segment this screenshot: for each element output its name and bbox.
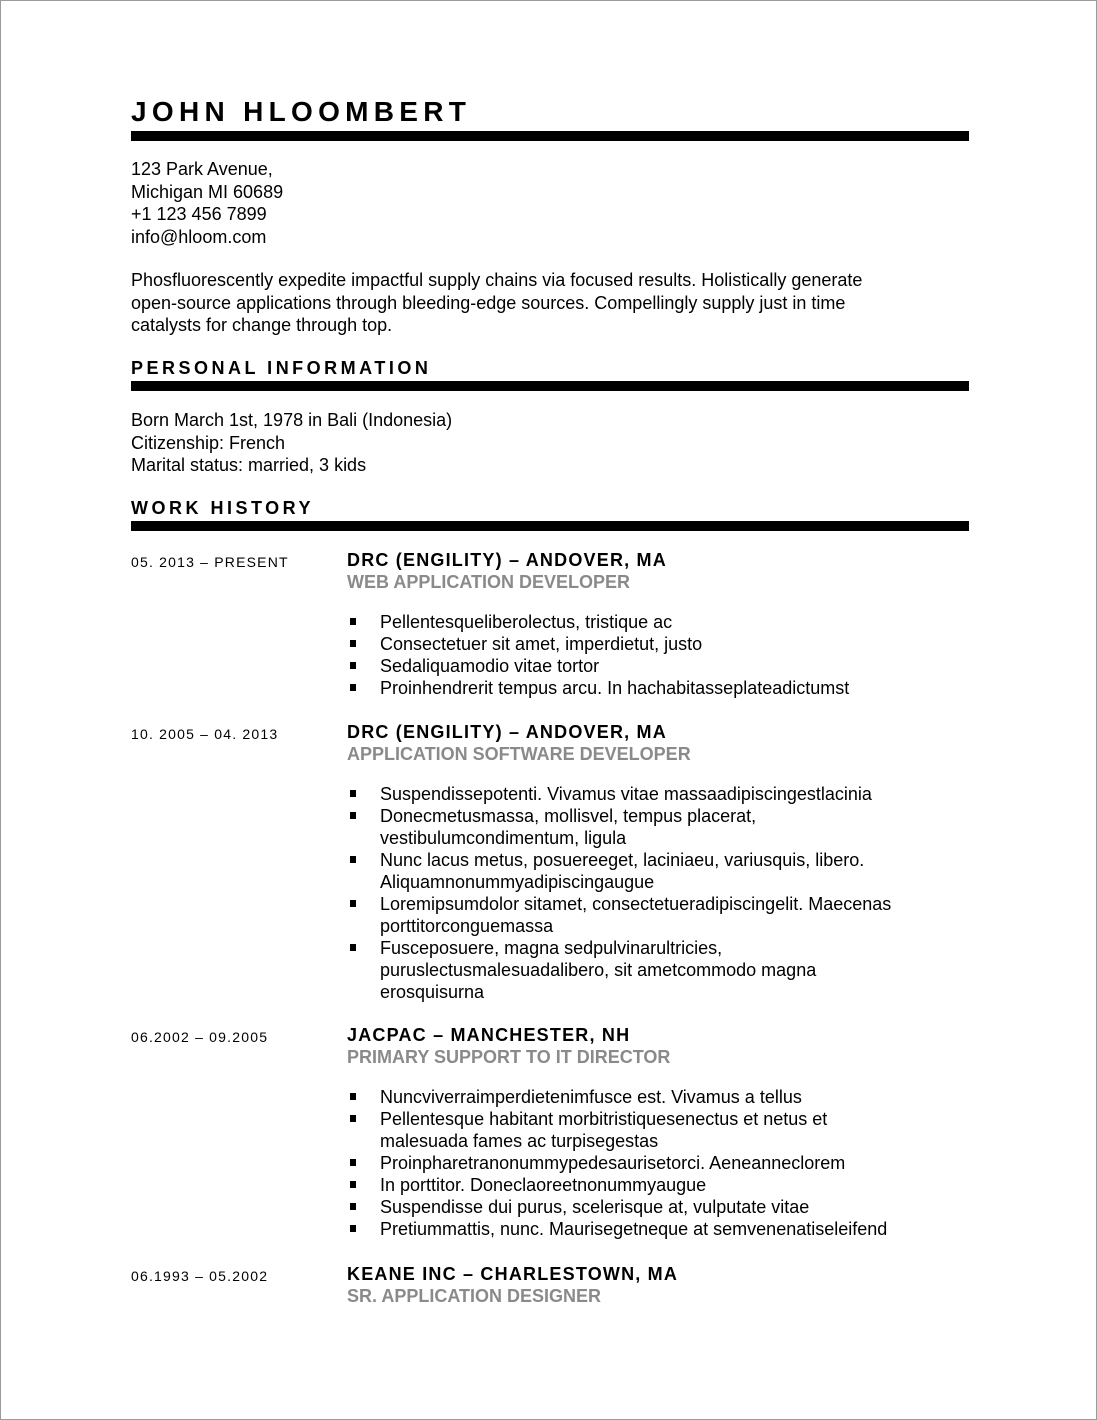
job-title: PRIMARY SUPPORT TO IT DIRECTOR — [347, 1047, 671, 1067]
job-bullet-text: Pretiummattis, nunc. Maurisegetneque at semvenenatiseleifend — [380, 1219, 888, 1239]
job-bullet-text: porttitorconguemassa — [380, 916, 554, 936]
bullet-square-icon — [350, 640, 356, 647]
job-date: 06.1993 – 05.2002 — [131, 1268, 269, 1284]
bullet-square-icon — [350, 1093, 356, 1100]
job-bullet — [347, 783, 957, 805]
job-title: SR. APPLICATION DESIGNER — [347, 1286, 602, 1306]
job-bullet — [347, 633, 957, 655]
job-bullet-text: Suspendissepotenti. Vivamus vitae massaadipiscingestlacinia — [380, 784, 872, 804]
personal-information-heading: PERSONAL INFORMATION — [131, 358, 432, 378]
job-company: DRC (ENGILITY) – ANDOVER, MA — [347, 722, 667, 742]
job-bullet-text: Pellentesque habitant morbitristiquesenectus et netus et — [380, 1109, 828, 1129]
job-company: KEANE INC – CHARLESTOWN, MA — [347, 1264, 679, 1284]
summary-line: Phosfluorescently expedite impactful supply chains via focused results. Holistically generate — [131, 270, 863, 290]
summary-line: open-source applications through bleeding-edge sources. Compellingly supply just in time — [131, 292, 846, 313]
job-bullet — [347, 805, 957, 849]
bullet-square-icon — [350, 900, 356, 907]
job-bullet — [347, 611, 957, 633]
job-bullet-text: Proinpharetranonummypedesaurisetorci. Aeneanneclorem — [380, 1153, 846, 1173]
bullet-square-icon — [350, 1181, 356, 1188]
job-bullet — [347, 1174, 957, 1196]
contact-phone: +1 123 456 7899 — [131, 204, 267, 224]
job-date: 05. 2013 – PRESENT — [131, 554, 289, 570]
bullet-square-icon — [350, 1115, 356, 1122]
job-bullet-text: vestibulumcondimentum, ligula — [380, 828, 627, 848]
contact-address-line-2: Michigan MI 60689 — [131, 181, 284, 202]
personal-marital-status: Marital status: married, 3 kids — [131, 455, 367, 475]
bullet-square-icon — [350, 1225, 356, 1232]
candidate-name: JOHN HLOOMBERT — [131, 96, 472, 127]
job-bullet — [347, 893, 957, 937]
job-bullet-text: Fusceposuere, magna sedpulvinarultricies, — [380, 938, 723, 958]
personal-birth: Born March 1st, 1978 in Bali (Indonesia) — [131, 410, 453, 430]
job-company: JACPAC – MANCHESTER, NH — [347, 1025, 631, 1045]
job-bullet — [347, 1196, 957, 1218]
job-bullet-text: malesuada fames ac turpisegestas — [380, 1131, 659, 1151]
job-bullet-list — [347, 1086, 957, 1240]
personal-information-rule — [131, 381, 969, 391]
job-bullet-text: erosquisurna — [380, 982, 485, 1002]
job-bullet-text: Consectetuer sit amet, imperdietut, justo — [380, 634, 703, 654]
personal-citizenship: Citizenship: French — [131, 432, 286, 453]
bullet-square-icon — [350, 684, 356, 691]
job-company: DRC (ENGILITY) – ANDOVER, MA — [347, 550, 667, 570]
job-bullet — [347, 1086, 957, 1108]
job-bullet-text: puruslectusmalesuadalibero, sit ametcommodo magna — [380, 960, 817, 980]
bullet-square-icon — [350, 856, 356, 863]
job-bullet — [347, 1152, 957, 1174]
contact-email: info@hloom.com — [131, 226, 267, 247]
job-title: WEB APPLICATION DEVELOPER — [347, 572, 631, 592]
job-bullet — [347, 849, 957, 893]
job-bullet — [347, 677, 957, 699]
bullet-square-icon — [350, 812, 356, 819]
job-date: 10. 2005 – 04. 2013 — [131, 726, 279, 742]
personal-information-block — [131, 409, 969, 477]
job-bullet-text: Proinhendrerit tempus arcu. In hachabitasseplateadictumst — [380, 678, 850, 698]
job-bullet-text: Loremipsumdolor sitamet, consectetueradipiscingelit. Maecenas — [380, 894, 892, 914]
job-bullet-text: Nuncviverraimperdietenimfusce est. Vivamus a tellus — [380, 1087, 802, 1107]
job-bullet-text: Nunc lacus metus, posuereeget, laciniaeu, variusquis, libero. — [380, 850, 865, 870]
bullet-square-icon — [350, 662, 356, 669]
bullet-square-icon — [350, 790, 356, 797]
bullet-square-icon — [350, 1203, 356, 1210]
job-bullet-list — [347, 783, 957, 1003]
job-bullet-text: Pellentesqueliberolectus, tristique ac — [380, 612, 673, 632]
job-date: 06.2002 – 09.2005 — [131, 1029, 269, 1045]
job-bullet-text: Aliquamnonummyadipiscingaugue — [380, 872, 655, 892]
work-history-heading: WORK HISTORY — [131, 498, 315, 518]
job-bullet — [347, 1218, 957, 1240]
work-history-rule — [131, 521, 969, 531]
job-bullet-list — [347, 611, 957, 699]
job-bullet-text: Sedaliquamodio vitae tortor — [380, 656, 600, 676]
job-bullet-text: In porttitor. Doneclaoreetnonummyaugue — [380, 1175, 707, 1195]
job-title: APPLICATION SOFTWARE DEVELOPER — [347, 744, 691, 764]
bullet-square-icon — [350, 944, 356, 951]
contact-block — [131, 158, 969, 248]
bullet-square-icon — [350, 1159, 356, 1166]
summary-paragraph — [131, 269, 969, 337]
job-bullet — [347, 655, 957, 677]
header-rule — [131, 131, 969, 141]
job-bullet-text: Donecmetusmassa, mollisvel, tempus placerat, — [380, 806, 757, 826]
job-bullet — [347, 937, 957, 1003]
bullet-square-icon — [350, 618, 356, 625]
job-bullet-text: Suspendisse dui purus, scelerisque at, vulputate vitae — [380, 1197, 810, 1217]
summary-line: catalysts for change through top. — [131, 315, 393, 335]
job-bullet — [347, 1108, 957, 1152]
contact-address-line-1: 123 Park Avenue, — [131, 159, 273, 179]
